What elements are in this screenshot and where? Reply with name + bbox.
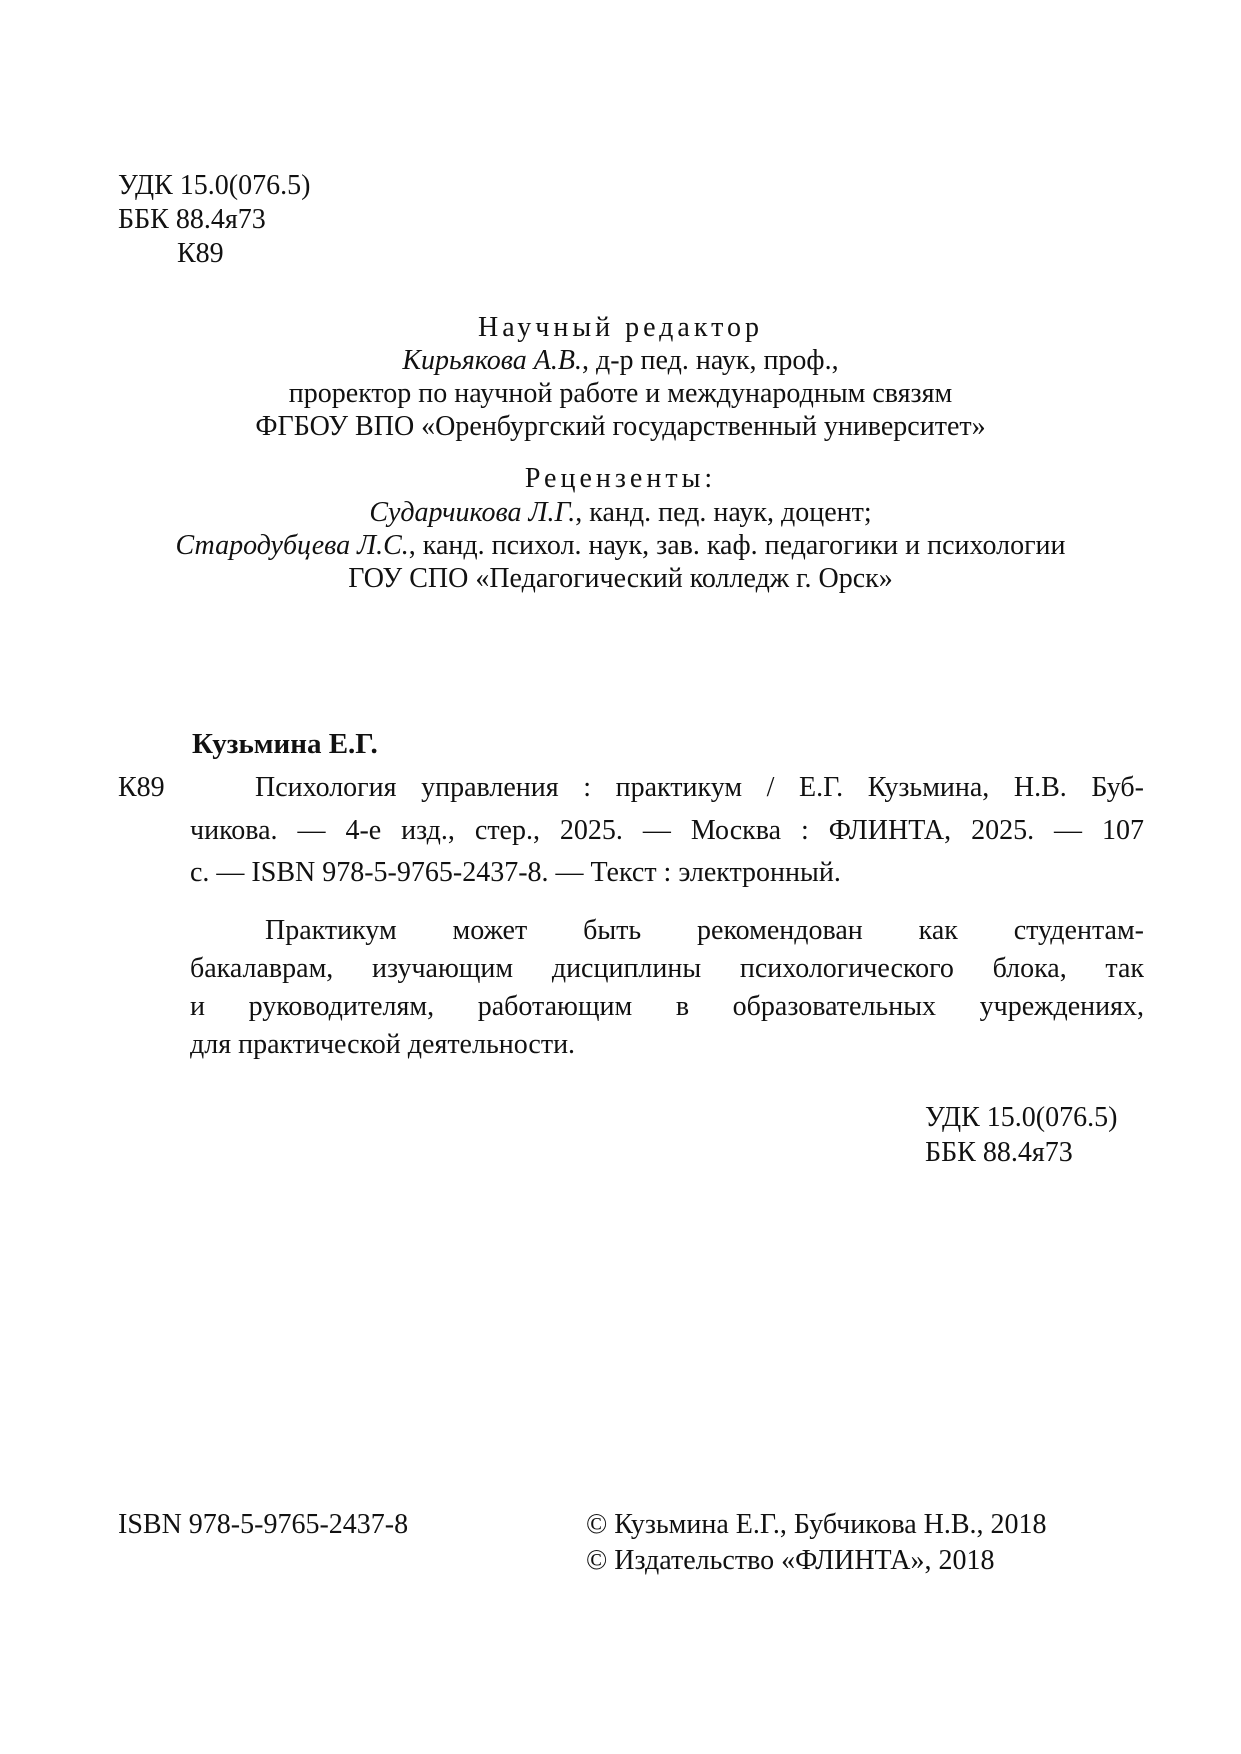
copyright-publisher: © Издательство «ФЛИНТА», 2018 [586,1545,995,1576]
bbk-code-bottom: ББК 88.4я73 [925,1137,1073,1168]
reviewer-details: , канд. пед. наук, доцент; [575,497,872,528]
record-line: с. — ISBN 978-5-9765-2437-8. — Текст : электронный. [190,857,841,888]
udk-code-bottom: УДК 15.0(076.5) [925,1102,1118,1133]
udk-code-top: УДК 15.0(076.5) [118,170,311,201]
editor-heading: Научный редактор [478,312,763,343]
bbk-code-top: ББК 88.4я73 [118,204,266,235]
copyright-authors: © Кузьмина Е.Г., Бубчикова Н.В., 2018 [586,1509,1047,1540]
reviewer-line [0,497,1241,529]
author-sign-top: К89 [177,238,224,269]
record-line: Психология управления : практикум / Е.Г. Кузьмина, Н.В. Буб- [255,772,1144,803]
reviewer-name: Стародубцева Л.С. [175,530,409,561]
isbn-footer: ISBN 978-5-9765-2437-8 [118,1509,409,1540]
record-line: чикова. — 4-е изд., стер., 2025. — Москва : ФЛИНТА, 2025. — 107 [190,815,1144,846]
record-author: Кузьмина Е.Г. [192,728,378,760]
annotation-line: бакалаврам, изучающим дисциплины психологического блока, так [190,953,1144,984]
record-author-sign: К89 [118,772,165,803]
editor-degree: , д-р пед. наук, проф., [581,345,839,376]
editor-name: Кирьякова А.В. [402,345,582,376]
annotation-line: и руководителям, работающим в образовательных учреждениях, [190,991,1144,1022]
annotation-line: Практикум может быть рекомендован как студентам- [265,915,1144,946]
editor-organization: ФГБОУ ВПО «Оренбургский государственный университет» [255,411,986,442]
reviewer-line [0,530,1241,562]
editor-position: проректор по научной работе и международным связям [288,378,953,409]
reviewer-name: Сударчикова Л.Г. [369,497,576,528]
annotation-line: для практической деятельности. [190,1029,576,1060]
reviewer-details: , канд. психол. наук, зав. каф. педагогики и психологии [408,530,1066,561]
reviewers-heading: Рецензенты: [524,463,717,494]
reviewers-organization: ГОУ СПО «Педагогический колледж г. Орск» [348,563,893,594]
editor-line [0,345,1241,377]
